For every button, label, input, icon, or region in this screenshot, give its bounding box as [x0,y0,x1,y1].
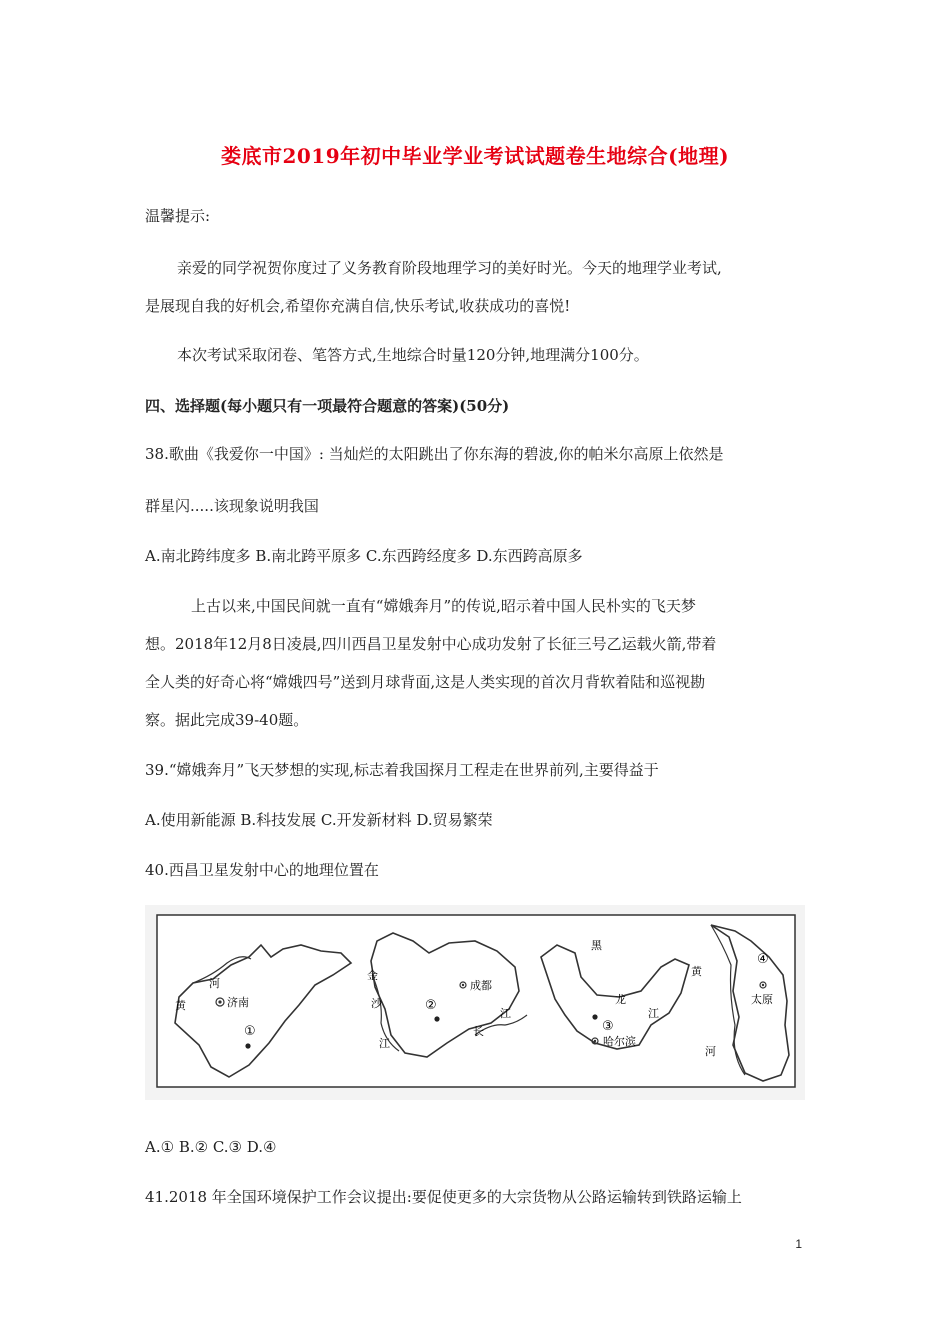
passage-line3: 全人类的好奇心将“嫦娥四号”送到月球背面,这是人类实现的首次月背软着陆和巡视勘 [145,673,706,691]
site-2-dot [434,1016,439,1021]
m4-city: 太原 [751,993,773,1006]
m4-huang: 黄 [691,965,702,978]
q40-options: A.① B.② C.③ D.④ [145,1138,277,1156]
q39-options: A.使用新能源 B.科技发展 C.开发新材料 D.贸易繁荣 [145,811,493,829]
m4-num: ④ [757,952,769,967]
q38-options: A.南北跨纬度多 B.南北跨平原多 C.东西跨经度多 D.东西跨高原多 [145,547,583,565]
q38-line2: 群星闪.....该现象说明我国 [145,497,319,515]
m1-num: ① [244,1024,256,1039]
m2-city: 成都 [470,979,492,992]
passage-line4: 察。据此完成39-40题。 [145,711,309,729]
section-heading: 四、选择题(每小题只有一项最符合题意的答案)(50分) [145,397,510,415]
m1-river-a: 河 [209,977,220,990]
m1-city: 济南 [227,996,249,1009]
m3-jiang: 江 [648,1007,659,1020]
site-3-dot [592,1014,597,1019]
passage-line2: 想。2018年12月8日凌晨,四川西昌卫星发射中心成功发射了长征三号乙运载火箭,带着 [145,635,717,653]
q40-stem: 40.西昌卫星发射中心的地理位置在 [145,861,379,879]
m3-hei: 黑 [591,939,602,952]
q38-line1: 38.歌曲《我爱你一中国》: 当灿烂的太阳跳出了你东海的碧波,你的帕米尔高原上依然是 [145,445,724,463]
m2-num: ② [425,998,437,1013]
page-number: 1 [795,1237,802,1251]
m2-sha: 沙 [371,997,382,1010]
exam-instructions: 本次考试采取闭卷、笔答方式,生地综合时量120分钟,地理满分100分。 [177,346,649,364]
passage-line1: 上古以来,中国民间就一直有“嫦娥奔月”的传说,昭示着中国人民朴实的飞天梦 [191,597,696,615]
page-title: 娄底市2019年初中毕业学业考试试题卷生地综合(地理) [220,144,730,168]
m4-he: 河 [705,1045,716,1058]
m3-city: 哈尔滨 [603,1035,636,1048]
tip-label: 温馨提示: [145,207,211,225]
q41-line1: 41.2018 年全国环境保护工作会议提出:要促使更多的大宗货物从公路运输转到铁路运输上 [145,1188,742,1206]
site-1-dot [245,1043,250,1048]
q39-stem: 39.“嫦娥奔月”飞天梦想的实现,标志着我国探月工程走在世界前列,主要得益于 [145,761,659,779]
m3-num: ③ [602,1019,614,1034]
m2-jin: 金 [367,969,378,982]
m2-jiang: 江 [379,1037,390,1050]
m3-long: 龙 [615,993,626,1006]
m2-chang: 长 [473,1025,484,1038]
intro-paragraph-line2: 是展现自我的好机会,希望你充满自信,快乐考试,收获成功的喜悦! [145,297,571,315]
m2-jiang2: 江 [500,1007,511,1020]
province-maps-figure [145,905,805,1100]
m1-river-b: 黄 [175,999,186,1012]
intro-paragraph-line1: 亲爱的同学祝贺你度过了义务教育阶段地理学习的美好时光。今天的地理学业考试, [177,259,722,277]
